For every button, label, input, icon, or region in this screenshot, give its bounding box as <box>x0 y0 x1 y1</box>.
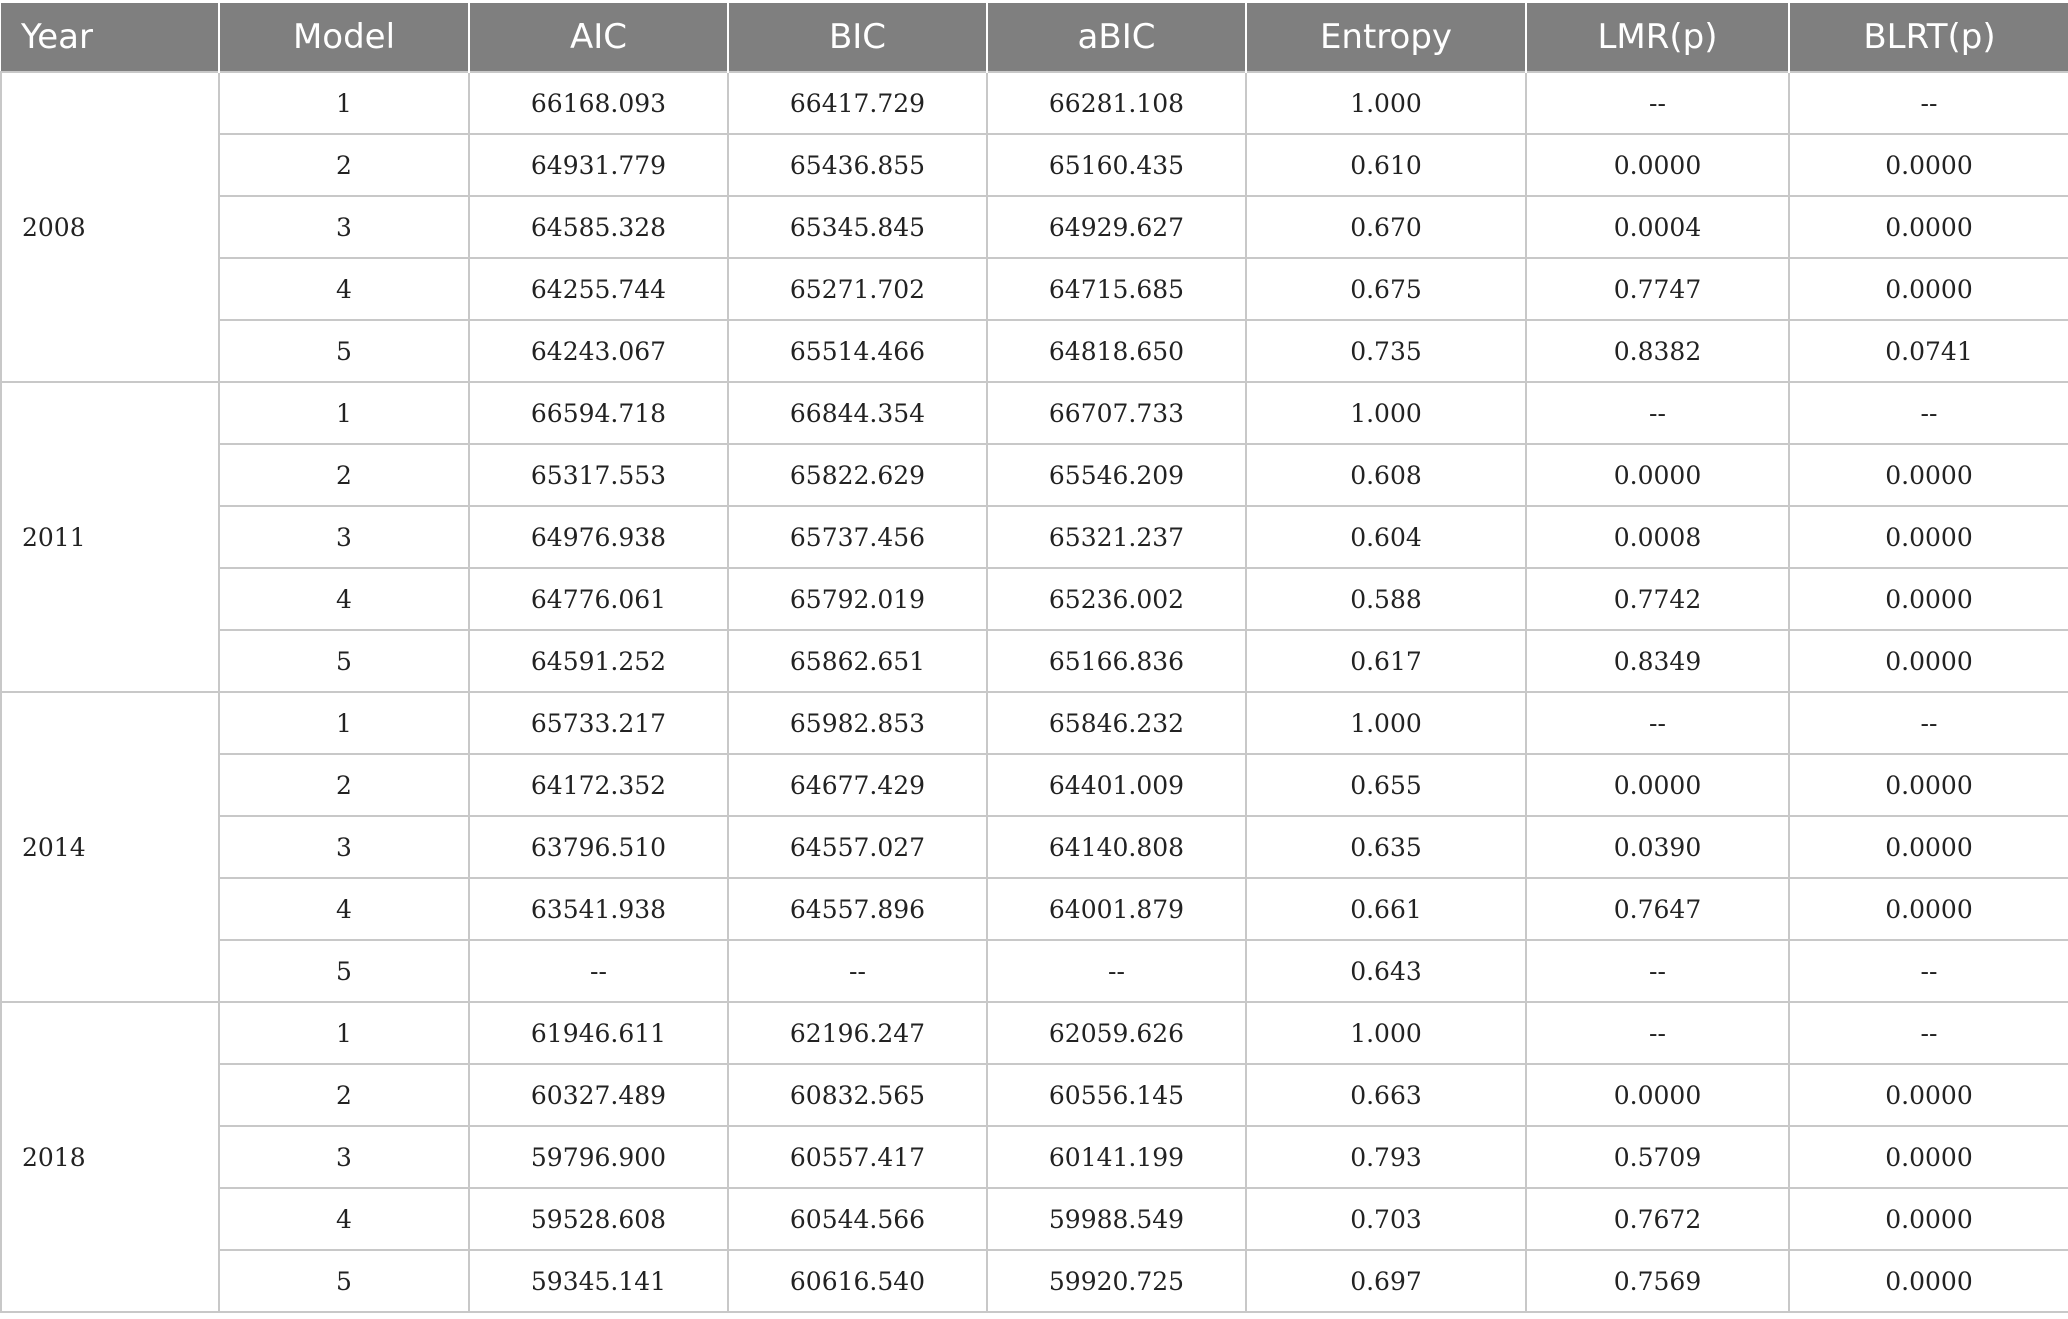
aic-cell: 64172.352 <box>469 754 728 816</box>
blrt-cell: 0.0000 <box>1789 816 2068 878</box>
model-cell: 5 <box>219 630 469 692</box>
model-cell: 5 <box>219 320 469 382</box>
bic-cell: 65822.629 <box>728 444 987 506</box>
entropy-cell: 0.675 <box>1246 258 1526 320</box>
lmr-cell: -- <box>1526 692 1789 754</box>
entropy-cell: 0.635 <box>1246 816 1526 878</box>
blrt-cell: 0.0000 <box>1789 444 2068 506</box>
model-cell: 2 <box>219 1064 469 1126</box>
aic-cell: 66168.093 <box>469 72 728 134</box>
bic-cell: 65271.702 <box>728 258 987 320</box>
aic-cell: 61946.611 <box>469 1002 728 1064</box>
entropy-cell: 1.000 <box>1246 72 1526 134</box>
model-cell: 5 <box>219 1250 469 1312</box>
aic-cell: 65317.553 <box>469 444 728 506</box>
abic-cell: 66707.733 <box>987 382 1246 444</box>
lmr-cell: 0.0008 <box>1526 506 1789 568</box>
entropy-cell: 0.670 <box>1246 196 1526 258</box>
blrt-cell: 0.0000 <box>1789 1188 2068 1250</box>
aic-cell: 66594.718 <box>469 382 728 444</box>
lmr-cell: -- <box>1526 940 1789 1002</box>
bic-cell: 65792.019 <box>728 568 987 630</box>
aic-cell: 59345.141 <box>469 1250 728 1312</box>
model-cell: 2 <box>219 134 469 196</box>
model-cell: 1 <box>219 382 469 444</box>
entropy-cell: 1.000 <box>1246 692 1526 754</box>
table-row <box>1 1064 2068 1126</box>
blrt-cell: -- <box>1789 382 2068 444</box>
table-row <box>1 506 2068 568</box>
model-cell: 1 <box>219 1002 469 1064</box>
aic-cell: 64776.061 <box>469 568 728 630</box>
lmr-cell: 0.5709 <box>1526 1126 1789 1188</box>
blrt-cell: 0.0000 <box>1789 630 2068 692</box>
model-cell: 4 <box>219 258 469 320</box>
blrt-cell: 0.0000 <box>1789 258 2068 320</box>
abic-cell: 65236.002 <box>987 568 1246 630</box>
lmr-cell: -- <box>1526 72 1789 134</box>
bic-cell: 60616.540 <box>728 1250 987 1312</box>
blrt-cell: -- <box>1789 1002 2068 1064</box>
blrt-cell: 0.0000 <box>1789 1126 2068 1188</box>
aic-cell: 65733.217 <box>469 692 728 754</box>
lmr-cell: 0.7742 <box>1526 568 1789 630</box>
entropy-cell: 0.697 <box>1246 1250 1526 1312</box>
model-fit-table-container <box>0 3 2068 1313</box>
bic-cell: 60544.566 <box>728 1188 987 1250</box>
table-row <box>1 444 2068 506</box>
aic-cell: -- <box>469 940 728 1002</box>
table-row <box>1 72 2068 134</box>
entropy-cell: 0.588 <box>1246 568 1526 630</box>
abic-cell: 65160.435 <box>987 134 1246 196</box>
bic-cell: 66417.729 <box>728 72 987 134</box>
bic-cell: 64557.896 <box>728 878 987 940</box>
table-row <box>1 320 2068 382</box>
table-row <box>1 754 2068 816</box>
bic-cell: 65737.456 <box>728 506 987 568</box>
abic-cell: 66281.108 <box>987 72 1246 134</box>
entropy-cell: 0.604 <box>1246 506 1526 568</box>
lmr-cell: 0.7647 <box>1526 878 1789 940</box>
bic-cell: 60832.565 <box>728 1064 987 1126</box>
entropy-cell: 0.663 <box>1246 1064 1526 1126</box>
table-row <box>1 1002 2068 1064</box>
aic-cell: 64243.067 <box>469 320 728 382</box>
lmr-cell: 0.7569 <box>1526 1250 1789 1312</box>
model-cell: 2 <box>219 444 469 506</box>
table-row <box>1 940 2068 1002</box>
abic-cell: 64715.685 <box>987 258 1246 320</box>
abic-cell: -- <box>987 940 1246 1002</box>
model-fit-table <box>0 3 2068 1313</box>
abic-cell: 65321.237 <box>987 506 1246 568</box>
aic-cell: 59796.900 <box>469 1126 728 1188</box>
bic-cell: 65345.845 <box>728 196 987 258</box>
abic-cell: 64818.650 <box>987 320 1246 382</box>
model-cell: 2 <box>219 754 469 816</box>
entropy-cell: 0.643 <box>1246 940 1526 1002</box>
bic-cell: 60557.417 <box>728 1126 987 1188</box>
table-row <box>1 1250 2068 1312</box>
lmr-cell: -- <box>1526 382 1789 444</box>
lmr-cell: 0.0004 <box>1526 196 1789 258</box>
abic-cell: 64140.808 <box>987 816 1246 878</box>
lmr-cell: 0.0000 <box>1526 134 1789 196</box>
blrt-cell: 0.0000 <box>1789 196 2068 258</box>
table-row <box>1 568 2068 630</box>
blrt-cell: 0.0000 <box>1789 1064 2068 1126</box>
year-cell: 2018 <box>1 1002 219 1312</box>
table-row <box>1 258 2068 320</box>
model-cell: 1 <box>219 72 469 134</box>
table-row <box>1 1126 2068 1188</box>
bic-cell: 65514.466 <box>728 320 987 382</box>
model-cell: 4 <box>219 1188 469 1250</box>
aic-cell: 64255.744 <box>469 258 728 320</box>
table-row <box>1 382 2068 444</box>
header-blrt: BLRT(p) <box>1789 3 2068 72</box>
header-abic: aBIC <box>987 3 1246 72</box>
entropy-cell: 0.610 <box>1246 134 1526 196</box>
table-row <box>1 816 2068 878</box>
lmr-cell: 0.0000 <box>1526 1064 1789 1126</box>
year-cell: 2008 <box>1 72 219 382</box>
aic-cell: 64931.779 <box>469 134 728 196</box>
entropy-cell: 1.000 <box>1246 1002 1526 1064</box>
abic-cell: 59920.725 <box>987 1250 1246 1312</box>
model-cell: 4 <box>219 878 469 940</box>
entropy-cell: 0.661 <box>1246 878 1526 940</box>
bic-cell: 66844.354 <box>728 382 987 444</box>
abic-cell: 62059.626 <box>987 1002 1246 1064</box>
aic-cell: 59528.608 <box>469 1188 728 1250</box>
header-model: Model <box>219 3 469 72</box>
blrt-cell: 0.0000 <box>1789 754 2068 816</box>
aic-cell: 64976.938 <box>469 506 728 568</box>
model-cell: 1 <box>219 692 469 754</box>
entropy-cell: 0.735 <box>1246 320 1526 382</box>
table-row <box>1 1188 2068 1250</box>
abic-cell: 65846.232 <box>987 692 1246 754</box>
model-cell: 3 <box>219 196 469 258</box>
entropy-cell: 1.000 <box>1246 382 1526 444</box>
blrt-cell: -- <box>1789 940 2068 1002</box>
abic-cell: 59988.549 <box>987 1188 1246 1250</box>
model-cell: 4 <box>219 568 469 630</box>
model-cell: 3 <box>219 506 469 568</box>
blrt-cell: 0.0000 <box>1789 1250 2068 1312</box>
abic-cell: 60141.199 <box>987 1126 1246 1188</box>
aic-cell: 60327.489 <box>469 1064 728 1126</box>
aic-cell: 63541.938 <box>469 878 728 940</box>
bic-cell: 65982.853 <box>728 692 987 754</box>
abic-cell: 64001.879 <box>987 878 1246 940</box>
entropy-cell: 0.703 <box>1246 1188 1526 1250</box>
entropy-cell: 0.655 <box>1246 754 1526 816</box>
lmr-cell: 0.0390 <box>1526 816 1789 878</box>
lmr-cell: 0.0000 <box>1526 444 1789 506</box>
abic-cell: 65166.836 <box>987 630 1246 692</box>
lmr-cell: -- <box>1526 1002 1789 1064</box>
header-year: Year <box>1 3 219 72</box>
header-bic: BIC <box>728 3 987 72</box>
model-cell: 3 <box>219 1126 469 1188</box>
abic-cell: 64401.009 <box>987 754 1246 816</box>
header-entropy: Entropy <box>1246 3 1526 72</box>
table-row <box>1 692 2068 754</box>
lmr-cell: 0.8382 <box>1526 320 1789 382</box>
lmr-cell: 0.7672 <box>1526 1188 1789 1250</box>
year-cell: 2014 <box>1 692 219 1002</box>
bic-cell: 65862.651 <box>728 630 987 692</box>
entropy-cell: 0.617 <box>1246 630 1526 692</box>
aic-cell: 64591.252 <box>469 630 728 692</box>
aic-cell: 64585.328 <box>469 196 728 258</box>
bic-cell: 65436.855 <box>728 134 987 196</box>
table-row <box>1 878 2068 940</box>
bic-cell: 64557.027 <box>728 816 987 878</box>
model-cell: 3 <box>219 816 469 878</box>
bic-cell: -- <box>728 940 987 1002</box>
blrt-cell: 0.0000 <box>1789 134 2068 196</box>
abic-cell: 60556.145 <box>987 1064 1246 1126</box>
model-cell: 5 <box>219 940 469 1002</box>
blrt-cell: -- <box>1789 72 2068 134</box>
blrt-cell: 0.0000 <box>1789 506 2068 568</box>
abic-cell: 65546.209 <box>987 444 1246 506</box>
aic-cell: 63796.510 <box>469 816 728 878</box>
lmr-cell: 0.0000 <box>1526 754 1789 816</box>
lmr-cell: 0.8349 <box>1526 630 1789 692</box>
year-cell: 2011 <box>1 382 219 692</box>
table-body <box>1 72 2068 1312</box>
bic-cell: 64677.429 <box>728 754 987 816</box>
blrt-cell: 0.0000 <box>1789 878 2068 940</box>
header-row <box>1 3 2068 72</box>
abic-cell: 64929.627 <box>987 196 1246 258</box>
header-lmr: LMR(p) <box>1526 3 1789 72</box>
table-row <box>1 196 2068 258</box>
entropy-cell: 0.608 <box>1246 444 1526 506</box>
table-header <box>1 3 2068 72</box>
blrt-cell: 0.0000 <box>1789 568 2068 630</box>
header-aic: AIC <box>469 3 728 72</box>
bic-cell: 62196.247 <box>728 1002 987 1064</box>
blrt-cell: -- <box>1789 692 2068 754</box>
entropy-cell: 0.793 <box>1246 1126 1526 1188</box>
lmr-cell: 0.7747 <box>1526 258 1789 320</box>
table-row <box>1 134 2068 196</box>
blrt-cell: 0.0741 <box>1789 320 2068 382</box>
table-row <box>1 630 2068 692</box>
